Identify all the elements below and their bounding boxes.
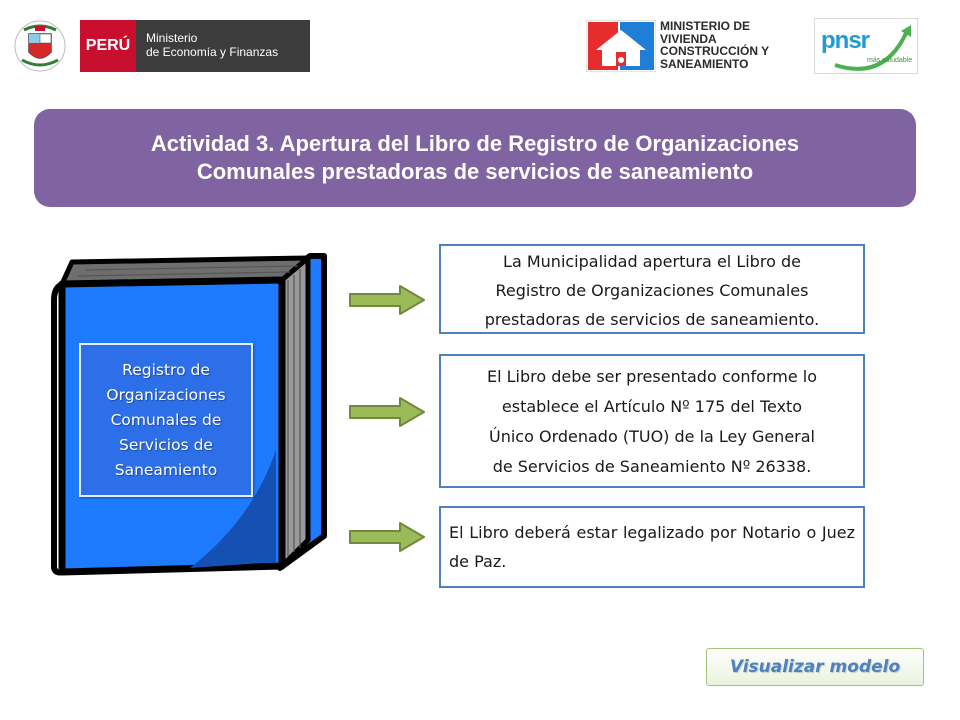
book-label-line2: Organizaciones [106,385,226,404]
book-label-line3: Comunales de [110,410,222,429]
peru-coat-of-arms-icon [14,20,66,72]
info-box-2-line4: de Servicios de Saneamiento Nº 26338. [492,457,812,476]
mef-name-line1: Ministerio [146,31,198,45]
info-box-2-line2: establece el Artículo Nº 175 del Texto [501,397,803,416]
house-logo-icon [586,20,656,72]
visualizar-modelo-button[interactable]: Visualizar modelo [706,648,924,686]
title-line1: Actividad 3. Apertura del Libro de Registro de Organizaciones [150,131,800,156]
pnsr-sub: más saludable [867,57,913,64]
peru-label: PERÚ [80,20,136,72]
mef-name [136,20,310,72]
info-box-apertura [439,244,865,334]
info-box-2-line3: Único Ordenado (TUO) de la Ley General [489,427,815,446]
info-box-2-line1: El Libro debe ser presentado conforme lo [486,367,818,386]
right-arrow-icon [348,284,426,316]
title-banner [34,109,916,207]
info-box-1-line3: prestadoras de servicios de saneamiento. [484,310,820,329]
right-arrow-icon [348,396,426,428]
info-box-1-line1: La Municipalidad apertura el Libro de [503,252,801,271]
mvcs-line3: CONSTRUCCIÓN Y [660,44,770,58]
book-label-line5: Saneamiento [114,460,218,479]
pnsr-logo [814,18,918,74]
mvcs-line1: MINISTERIO DE [660,19,751,33]
mvcs-text [660,20,810,70]
mef-logo [14,20,296,72]
info-box-3-text: El Libro deberá estar legalizado por Notario o Juez de Paz. [449,523,855,571]
mvcs-logo [586,18,808,74]
mvcs-line2: VIVIENDA [660,31,717,46]
book-label-line4: Servicios de [119,435,213,454]
mef-name-line2: de Economía y Finanzas [146,45,279,59]
info-box-1-line2: Registro de Organizaciones Comunales [495,281,809,300]
title-line2: Comunales prestadoras de servicios de saneamiento [196,159,754,184]
info-box-articulo [439,354,865,488]
book-label [79,343,253,497]
info-box-legalizado [439,506,865,588]
book-label-line1: Registro de [122,360,210,379]
pnsr-word: pnsr [821,27,870,54]
right-arrow-icon [348,521,426,553]
mvcs-line4: SANEAMIENTO [660,56,749,71]
